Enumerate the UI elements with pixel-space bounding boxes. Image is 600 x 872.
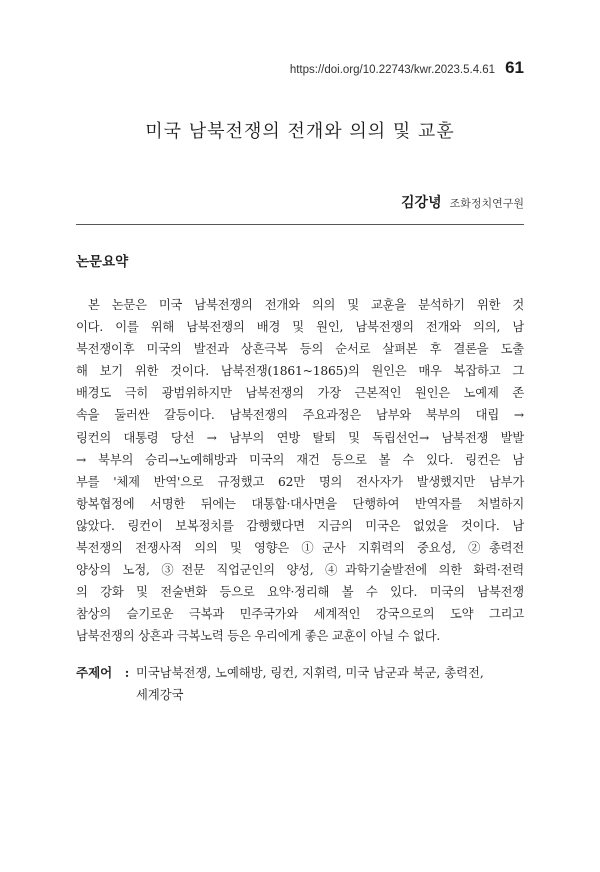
abstract-line: → 북부의 승리→노예해방과 미국의 재건 등으로 볼 수 있다. 링컨은 남 xyxy=(76,452,524,467)
abstract-line: 본 논문은 미국 남북전쟁의 전개와 의의 및 교훈을 분석하기 위한 것 xyxy=(88,298,524,312)
paper-title: 미국 남북전쟁의 전개와 의의 및 교훈 xyxy=(145,121,455,142)
keywords-colon: : xyxy=(124,665,130,680)
abstract-line: 속을 둘러싼 갈등이다. 남북전쟁의 주요과정은 남부와 북부의 대립 → xyxy=(76,408,524,423)
header-divider xyxy=(76,224,524,225)
keywords-block xyxy=(76,662,524,706)
abstract-line: 링컨의 대통령 당선 → 남부의 연방 탈퇴 및 독립선언→ 남북전쟁 발발 xyxy=(76,430,524,445)
author-line xyxy=(401,192,524,212)
abstract-line: 남북전쟁의 상흔과 극복노력 등은 우리에게 좋은 교훈이 아닐 수 없다. xyxy=(76,629,441,644)
abstract-line: 의 강화 및 전술변화 등으로 요약·정리해 볼 수 있다. 미국의 남북전쟁 xyxy=(76,585,524,600)
running-header xyxy=(290,58,524,78)
abstract-line: 북전쟁의 전쟁사적 의의 및 영향은 ①군사 지휘력의 중요성, ②총력전 xyxy=(76,541,524,556)
abstract-line: 부를 '체제 반역'으로 규정했고 62만 명의 전사자가 발생했지만 남부가 xyxy=(76,474,524,489)
keywords-line: 미국남북전쟁, 노예해방, 링컨, 지휘력, 미국 남군과 북군, 총력전, xyxy=(136,666,484,680)
abstract-line: 북전쟁이후 미국의 발전과 상흔극복 등의 순서로 살펴본 후 결론을 도출 xyxy=(76,342,524,357)
page-number: 61 xyxy=(505,58,524,77)
abstract-body xyxy=(76,294,524,648)
abstract-heading: 논문요약 xyxy=(76,254,129,270)
author-name: 김강녕 xyxy=(401,195,442,211)
abstract-line: 이다. 이를 위해 남북전쟁의 배경 및 원인, 남북전쟁의 전개와 의의, 남 xyxy=(76,320,524,335)
author-affiliation: 조화정치연구원 xyxy=(449,197,524,210)
keywords-line: 세계강국 xyxy=(136,688,184,702)
abstract-line: 배경도 극히 광범위하지만 남북전쟁의 가장 근본적인 원인은 노예제 존 xyxy=(76,386,524,401)
abstract-line: 항복협정에 서명한 뒤에는 대통합·대사면을 단행하여 반역자를 처벌하지 xyxy=(76,496,524,511)
abstract-line: 참상의 슬기로운 극복과 민주국가와 세계적인 강국으로의 도약 그리고 xyxy=(76,607,524,622)
abstract-line: 해 보기 위한 것이다. 남북전쟁(1861~1865)의 원인은 매우 복잡하고 그 xyxy=(76,364,524,379)
doi-link[interactable]: https://doi.org/10.22743/kwr.2023.5.4.61 xyxy=(289,64,496,76)
keywords-list xyxy=(136,662,524,706)
keywords-label: 주제어 xyxy=(76,665,113,680)
abstract-line: 양상의 노정, ③전문 직업군인의 양성, ④과학기술발전에 의한 화력·전력 xyxy=(76,563,524,578)
abstract-line: 않았다. 링컨이 보복정치를 감행했다면 지금의 미국은 없었을 것이다. 남 xyxy=(76,518,524,533)
